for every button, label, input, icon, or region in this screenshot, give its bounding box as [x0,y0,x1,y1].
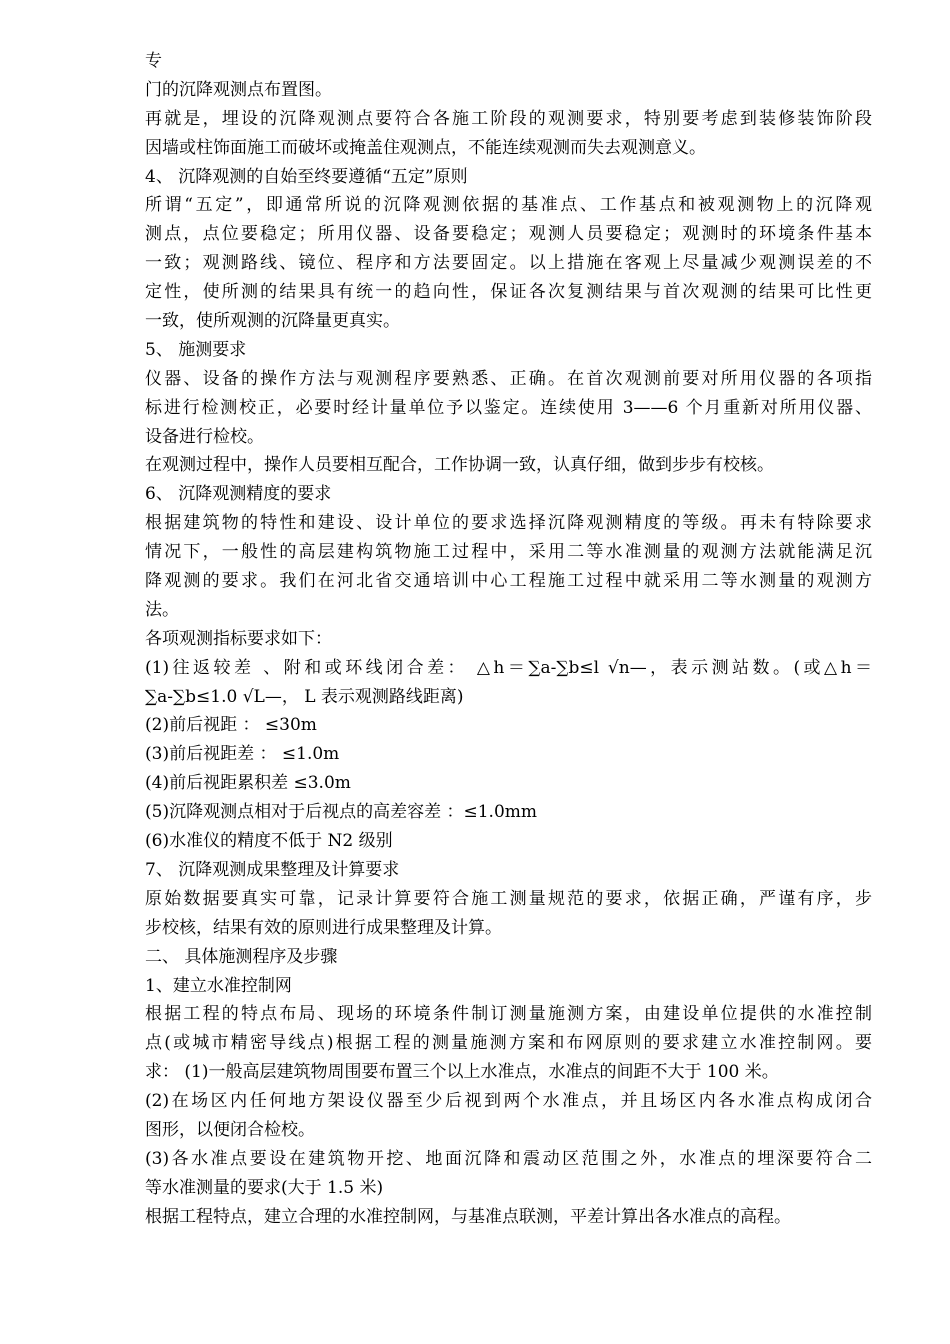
text-line: 设备进行检校。 [145,426,264,447]
text-line: 因墙或柱饰面施工而破坏或掩盖住观测点，不能连续观测而失去观测意义。 [145,137,706,158]
text-line: 4、 沉降观测的自始至终要遵循“五定”原则 [145,166,468,187]
text-line: 一致；观测路线、镜位、程序和方法要固定。以上措施在客观上尽量减少观测误差的不 [145,253,872,274]
text-line: 步校核，结果有效的原则进行成果整理及计算。 [145,917,502,938]
text-line: ∑a-∑b≤1.0 √L—， L 表示观测路线距离) [145,686,464,707]
text-line: (1)往返较差 、附和或环线闭合差： △h＝∑a-∑b≤l √n—，表示测站数。(或△h＝ [145,657,872,678]
text-line: (2)前后视距 ： ≤30m [145,715,317,736]
text-line: 门的沉降观测点布置图。 [145,79,332,100]
text-line: 各项观测指标要求如下： [145,628,332,649]
text-line: 定性，使所测的结果具有统一的趋向性，保证各次复测结果与首次观测的结果可比性更 [145,282,872,303]
text-line: 降观测的要求。我们在河北省交通培训中心工程施工过程中就采用二等水测量的观测方 [145,571,872,592]
text-line: 图形，以便闭合检校。 [145,1119,315,1140]
text-line: 仪器、设备的操作方法与观测程序要熟悉、正确。在首次观测前要对所用仪器的各项指 [145,368,872,389]
text-line: 根据工程特点，建立合理的水准控制网，与基准点联测，平差计算出各水准点的高程。 [145,1206,791,1227]
text-line: (3)前后视距差 ： ≤1.0m [145,744,340,765]
text-line: 测点，点位要稳定；所用仪器、设备要稳定；观测人员要稳定；观测时的环境条件基本 [145,224,872,245]
text-line: (2)在场区内任何地方架设仪器至少后视到两个水准点，并且场区内各水准点构成闭合 [145,1091,872,1112]
text-line: 等水准测量的要求(大于 1.5 米) [145,1177,384,1198]
text-line: (3)各水准点要设在建筑物开挖、地面沉降和震动区范围之外，水准点的埋深要符合二 [145,1148,872,1169]
text-line: 再就是，埋设的沉降观测点要符合各施工阶段的观测要求，特别要考虑到装修装饰阶段 [145,108,872,129]
text-line: 原始数据要真实可靠，记录计算要符合施工测量规范的要求，依据正确，严谨有序，步 [145,888,872,909]
document-page [145,47,872,1232]
text-line: 情况下，一般性的高层建构筑物施工过程中，采用二等水准测量的观测方法就能满足沉 [145,542,872,563]
text-line: 专 [145,51,162,71]
text-line: 在观测过程中，操作人员要相互配合，工作协调一致，认真仔细，做到步步有校核。 [145,455,774,476]
text-line: 点(或城市精密导线点)根据工程的测量施测方案和布网原则的要求建立水准控制网。要 [145,1033,872,1054]
text-line: 根据建筑物的特性和建设、设计单位的要求选择沉降观测精度的等级。再未有特除要求 [145,513,872,534]
text-line: 一致，使所观测的沉降量更真实。 [145,311,400,332]
text-line: 二、 具体施测程序及步骤 [145,946,338,967]
text-line: (4)前后视距累积差 ≤3.0m [145,773,351,794]
text-line: (5)沉降观测点相对于后视点的高差容差 ：≤1.0mm [145,802,538,823]
text-line: 1、建立水准控制网 [145,975,292,996]
text-line: 5、 施测要求 [145,339,247,360]
text-line: 求： (1)一般高层建筑物周围要布置三个以上水准点，水准点的间距不大于 100 米。 [145,1062,779,1083]
text-line: 根据工程的特点布局、现场的环境条件制订测量施测方案，由建设单位提供的水准控制 [145,1004,872,1025]
text-line: 标进行检测校正，必要时经计量单位予以鉴定。连续使用 3——6 个月重新对所用仪器、 [145,397,872,418]
text-line: (6)水准仪的精度不低于 N2 级别 [145,831,393,852]
text-line: 7、 沉降观测成果整理及计算要求 [145,859,400,880]
text-line: 6、 沉降观测精度的要求 [145,484,332,505]
text-line: 所谓“五定”，即通常所说的沉降观测依据的基准点、工作基点和被观测物上的沉降观 [145,195,872,216]
text-line: 法。 [145,599,179,620]
